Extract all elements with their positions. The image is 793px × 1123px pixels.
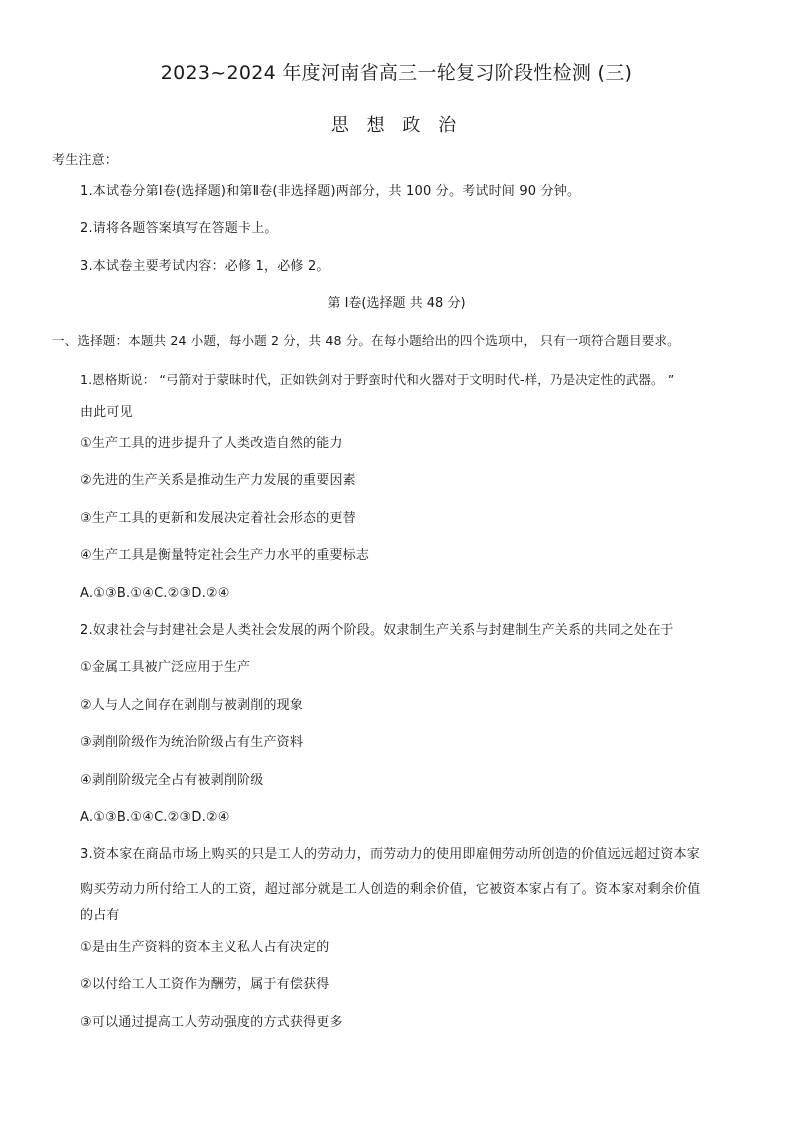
notice-item: 1.本试卷分第Ⅰ卷(选择题)和第Ⅱ卷(非选择题)两部分，共 100 分。考试时间 90 分钟。 — [80, 184, 581, 199]
statement-item: ③剥削阶级作为统治阶级占有生产资料 — [80, 735, 304, 750]
subject-title: 思 想 政 治 — [330, 115, 463, 136]
statement-item: ②人与人之间存在剥削与被剥削的现象 — [80, 698, 304, 713]
statement-item: ①生产工具的进步提升了人类改造自然的能力 — [80, 436, 343, 451]
question-stem: 的占有 — [80, 908, 120, 923]
part-heading: 第 Ⅰ卷(选择题 共 48 分) — [327, 296, 466, 311]
notice-item: 2.请将各题答案填写在答题卡上。 — [80, 221, 278, 236]
notice-item: 3.本试卷主要考试内容：必修 1，必修 2。 — [80, 259, 330, 274]
answer-options: A.①③B.①④C.②③D.②④ — [80, 810, 230, 825]
statement-item: ④剥削阶级完全占有被剥削阶级 — [80, 773, 264, 788]
statement-item: ①金属工具被广泛应用于生产 — [80, 660, 251, 675]
statement-item: ③可以通过提高工人劳动强度的方式获得更多 — [80, 1015, 343, 1030]
statement-item: ④生产工具是衡量特定社会生产力水平的重要标志 — [80, 548, 370, 563]
section-instructions: 一、选择题：本题共 24 小题，每小题 2 分，共 48 分。在每小题给出的四个选项中， 只有一项符合题目要求。 — [52, 333, 680, 348]
statement-item: ②先进的生产关系是推动生产力发展的重要因素 — [80, 473, 356, 488]
answer-options: A.①③B.①④C.②③D.②④ — [80, 586, 230, 601]
statement-item: ①是由生产资料的资本主义私人占有决定的 — [80, 940, 330, 955]
notice-heading: 考生注意： — [52, 153, 119, 168]
question-stem: 1.恩格斯说： “弓箭对于蒙昧时代，正如铁剑对于野蛮时代和火器对于文明时代-样，乃是决定性的武器。 ” — [80, 372, 675, 387]
exam-title: 2023~2024 年度河南省高三一轮复习阶段性检测 (三) — [160, 62, 633, 84]
question-stem: 3.资本家在商品市场上购买的只是工人的劳动力，而劳动力的使用即雇佣劳动所创造的价值远远超过资本家 — [80, 847, 701, 862]
statement-item: ③生产工具的更新和发展决定着社会形态的更替 — [80, 511, 356, 526]
question-stem: 由此可见 — [80, 405, 133, 420]
question-stem: 2.奴隶社会与封建社会是人类社会发展的两个阶段。奴隶制生产关系与封建制生产关系的共同之处在于 — [80, 623, 674, 638]
question-stem: 购买劳动力所付给工人的工资，超过部分就是工人创造的剩余价值，它被资本家占有了。资本家对剩余价值 — [80, 882, 701, 897]
statement-item: ②以付给工人工资作为酬劳，属于有偿获得 — [80, 977, 330, 992]
